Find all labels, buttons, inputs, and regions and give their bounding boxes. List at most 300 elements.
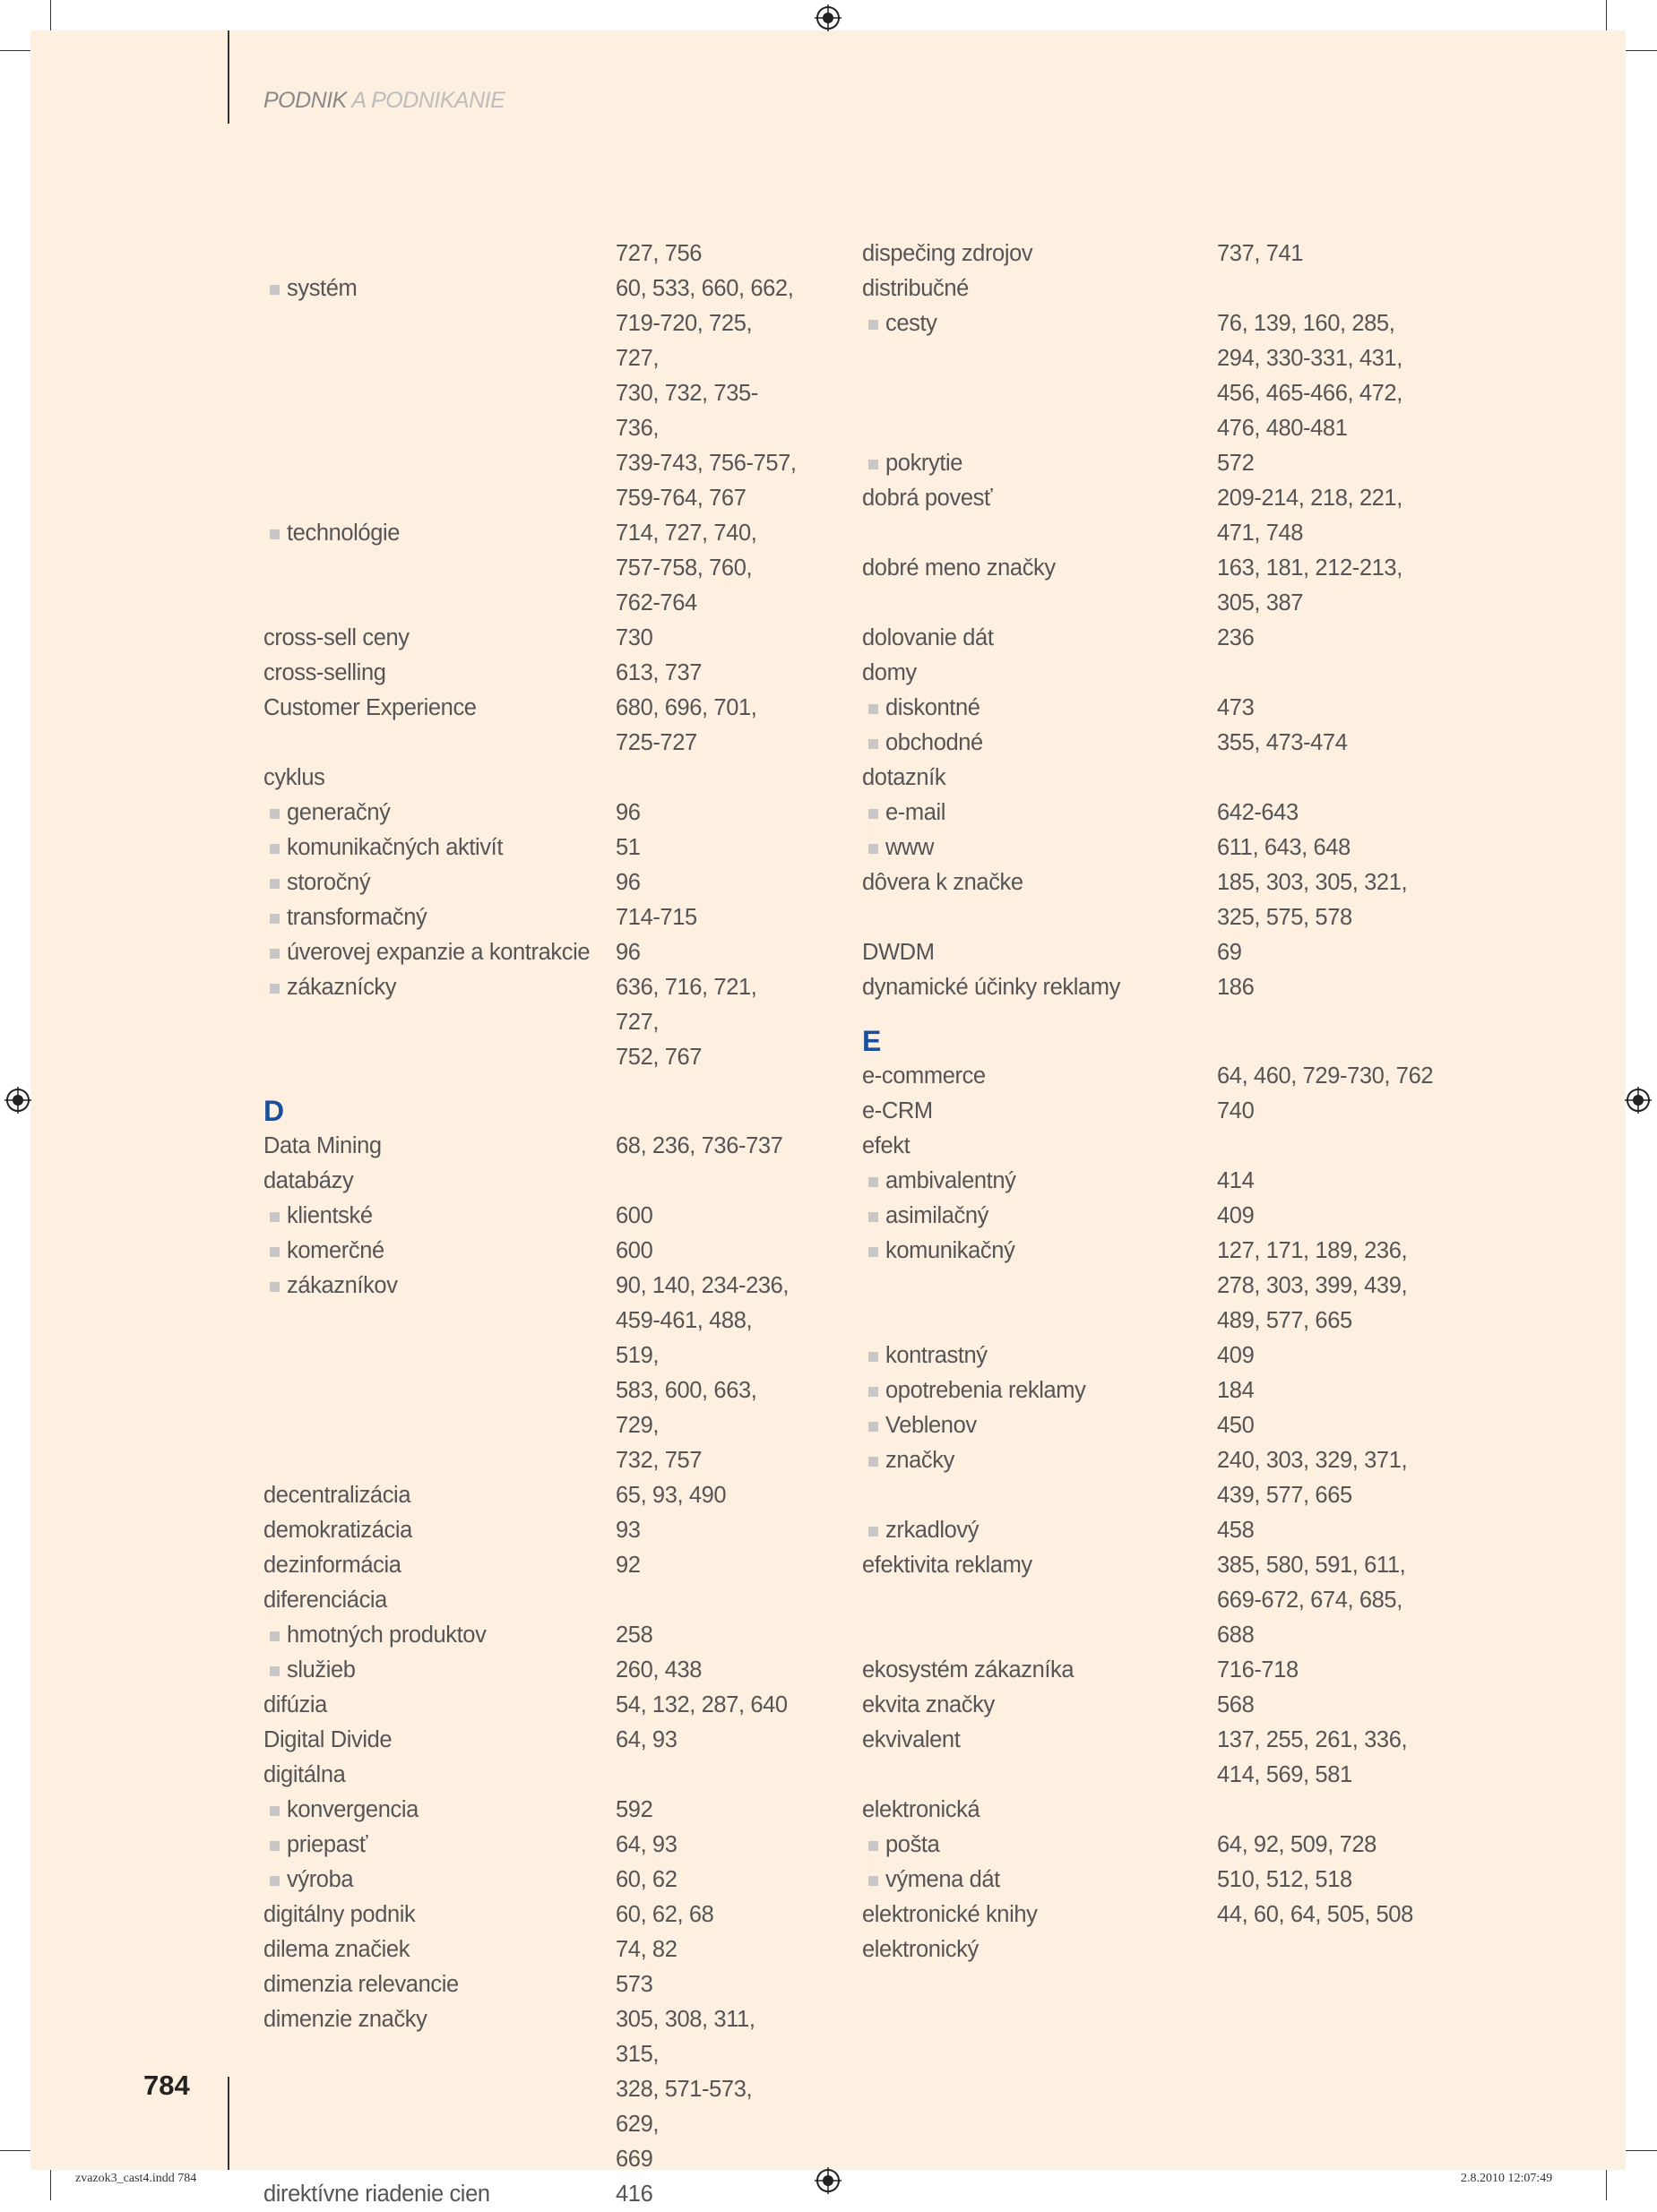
index-term — [263, 1898, 616, 1932]
index-term-text: asimilačný — [885, 1203, 989, 1228]
index-term-text: digitálna — [263, 1762, 346, 1787]
index-term-text: dolovanie dát — [862, 625, 994, 650]
index-term-text: ekosystém zákazníka — [862, 1657, 1074, 1683]
index-entry — [263, 481, 801, 516]
index-subterm — [263, 271, 616, 306]
index-page-refs: 414 — [1217, 1168, 1255, 1193]
square-bullet-icon — [868, 1177, 878, 1187]
square-bullet-icon — [270, 914, 280, 924]
index-term — [263, 1688, 616, 1723]
index-subterm — [862, 1164, 1217, 1199]
index-page-refs: 76, 139, 160, 285, — [1217, 311, 1395, 336]
index-entry — [263, 1723, 801, 1758]
square-bullet-icon — [868, 1457, 878, 1467]
index-page-refs: 714, 727, 740, — [616, 521, 757, 546]
index-term-text: databázy — [263, 1168, 354, 1193]
index-entry — [263, 1618, 801, 1653]
index-entry — [862, 586, 1489, 621]
index-subterm — [263, 1793, 616, 1828]
index-term-text: Veblenov — [885, 1413, 977, 1438]
index-term-text: generačný — [287, 800, 391, 825]
index-subterm — [263, 1199, 616, 1234]
square-bullet-icon — [270, 1666, 280, 1676]
index-term — [862, 271, 1217, 306]
index-term — [263, 1548, 616, 1583]
index-term-text: pokrytie — [885, 451, 963, 476]
index-page-refs: 60, 62 — [616, 1867, 677, 1892]
square-bullet-icon — [868, 1876, 878, 1886]
index-term-text: priepasť — [287, 1832, 367, 1857]
square-bullet-icon — [270, 285, 280, 295]
index-term-text: dilema značiek — [263, 1937, 410, 1962]
index-subterm — [263, 970, 616, 1005]
index-page-refs: 96 — [616, 800, 641, 825]
index-term-text: cross-sell ceny — [263, 625, 410, 650]
index-term — [263, 1164, 616, 1199]
index-term-text: DWDM — [862, 940, 935, 965]
index-term — [862, 1723, 1217, 1758]
square-bullet-icon — [868, 1527, 878, 1536]
index-page-refs: 258 — [616, 1622, 653, 1648]
index-page-refs: 185, 303, 305, 321, — [1217, 870, 1408, 895]
index-entry — [862, 900, 1489, 935]
index-term — [862, 1059, 1217, 1094]
index-entry — [263, 1234, 801, 1269]
index-term — [263, 761, 616, 796]
index-term-text: efektivita reklamy — [862, 1553, 1032, 1578]
index-term — [263, 2002, 616, 2037]
index-subterm — [862, 1828, 1217, 1863]
index-entry — [263, 1688, 801, 1723]
index-letter-heading: D — [263, 1095, 285, 1127]
index-entry — [862, 761, 1489, 796]
index-term-text: domy — [862, 660, 917, 685]
index-page-refs: 64, 93 — [616, 1832, 677, 1857]
index-page-refs: 60, 533, 660, 662, — [616, 276, 794, 301]
index-entry — [263, 1269, 801, 1304]
square-bullet-icon — [270, 949, 280, 959]
index-subterm — [862, 1373, 1217, 1408]
index-page-refs: 414, 569, 581 — [1217, 1762, 1352, 1787]
index-entry — [263, 1129, 801, 1164]
square-bullet-icon — [868, 1212, 878, 1222]
registration-mark-icon — [1625, 1087, 1652, 1114]
index-page-refs: 583, 600, 663, 729, — [616, 1378, 757, 1438]
registration-mark-icon — [815, 2167, 841, 2194]
index-page-refs: 568 — [1217, 1692, 1255, 1717]
index-entry — [263, 935, 801, 970]
index-page-refs: 456, 465-466, 472, — [1217, 381, 1402, 406]
index-term — [862, 935, 1217, 970]
index-term — [862, 1793, 1217, 1828]
index-entry — [862, 446, 1489, 481]
index-subterm — [263, 831, 616, 865]
slug-datetime: 2.8.2010 12:07:49 — [1461, 2172, 1553, 2185]
index-term-text: elektronické knihy — [862, 1902, 1038, 1927]
index-entry — [263, 1478, 801, 1513]
index-entry — [263, 1164, 801, 1199]
index-page-refs: 60, 62, 68 — [616, 1902, 714, 1927]
crop-mark — [0, 2150, 30, 2151]
index-entry — [862, 1513, 1489, 1548]
square-bullet-icon — [868, 1841, 878, 1851]
index-term — [263, 1129, 616, 1164]
index-term-text: cyklus — [263, 765, 325, 790]
header-rule — [228, 30, 229, 124]
square-bullet-icon — [270, 1841, 280, 1851]
index-page-refs: 69 — [1217, 940, 1242, 965]
index-entry — [862, 1793, 1489, 1828]
index-page-refs: 137, 255, 261, 336, — [1217, 1727, 1408, 1752]
index-entry — [263, 761, 801, 796]
index-entry — [263, 1548, 801, 1583]
index-term — [263, 1583, 616, 1618]
index-term-text: značky — [885, 1448, 954, 1473]
index-entry — [862, 1164, 1489, 1199]
index-term-text: digitálny podnik — [263, 1902, 416, 1927]
index-page-refs: 184 — [1217, 1378, 1255, 1403]
index-term-text: dimenzia relevancie — [263, 1972, 459, 1997]
index-entry — [862, 271, 1489, 306]
index-term — [862, 970, 1217, 1005]
index-term-text: decentralizácia — [263, 1483, 411, 1508]
index-page-refs: 600 — [616, 1238, 653, 1263]
square-bullet-icon — [270, 529, 280, 539]
index-page-refs: 294, 330-331, 431, — [1217, 346, 1402, 371]
index-entry — [862, 1898, 1489, 1932]
index-term — [862, 1898, 1217, 1932]
index-page-refs: 305, 308, 311, 315, — [616, 2007, 755, 2067]
index-entry — [862, 481, 1489, 516]
index-subterm — [263, 516, 616, 551]
running-head — [263, 88, 505, 114]
index-page-refs: 669 — [616, 2147, 653, 2172]
crop-mark — [0, 50, 30, 51]
index-entry — [862, 1059, 1489, 1094]
index-page-refs: 573 — [616, 1972, 653, 1997]
index-entry — [263, 691, 801, 726]
index-subterm — [263, 865, 616, 900]
footer-rule — [228, 2077, 229, 2170]
index-term — [862, 1932, 1217, 1967]
index-entry — [862, 1338, 1489, 1373]
index-page-refs: 127, 171, 189, 236, — [1217, 1238, 1408, 1263]
index-entry — [862, 691, 1489, 726]
index-page-refs: 730 — [616, 625, 653, 650]
index-entry — [862, 831, 1489, 865]
index-subterm — [862, 446, 1217, 481]
index-entry — [862, 1094, 1489, 1129]
index-subterm — [263, 935, 616, 970]
index-subterm — [862, 831, 1217, 865]
index-entry — [263, 1898, 801, 1932]
index-entry — [263, 900, 801, 935]
index-page-refs: 762-764 — [616, 590, 697, 615]
index-term-text: úverovej expanzie a kontrakcie — [287, 940, 591, 965]
index-page-refs: 328, 571-573, 629, — [616, 2077, 753, 2137]
square-bullet-icon — [868, 460, 878, 469]
index-page-refs: 278, 303, 399, 439, — [1217, 1273, 1408, 1298]
index-term — [263, 1723, 616, 1758]
square-bullet-icon — [270, 1247, 280, 1257]
index-subterm — [862, 1863, 1217, 1898]
square-bullet-icon — [270, 984, 280, 994]
index-entry — [263, 2177, 801, 2212]
index-page-refs: 759-764, 767 — [616, 486, 747, 511]
crop-mark — [50, 2170, 51, 2200]
index-term-text: dôvera k značke — [862, 870, 1023, 895]
index-entry — [263, 656, 801, 691]
index-page-refs: 163, 181, 212-213, — [1217, 555, 1402, 581]
index-entry — [862, 1234, 1489, 1269]
index-page-refs: 471, 748 — [1217, 521, 1304, 546]
index-term — [862, 1548, 1217, 1583]
index-entry — [862, 1863, 1489, 1898]
index-entry — [862, 656, 1489, 691]
index-term-text: direktívne riadenie cien — [263, 2182, 490, 2207]
index-term-text: diferenciácia — [263, 1588, 387, 1613]
index-column-left — [263, 237, 801, 2212]
index-term-text: storočný — [287, 870, 371, 895]
index-page-refs: 592 — [616, 1797, 653, 1822]
index-term-text: konvergencia — [287, 1797, 419, 1822]
index-term-text: dobré meno značky — [862, 555, 1056, 581]
index-term-text: zákazníkov — [287, 1273, 398, 1298]
index-entry — [862, 621, 1489, 656]
index-entry — [862, 726, 1489, 761]
index-entry — [862, 796, 1489, 831]
index-page-refs: 209-214, 218, 221, — [1217, 486, 1402, 511]
index-term-text: dobrá povesť — [862, 486, 993, 511]
index-page-refs: 752, 767 — [616, 1045, 703, 1070]
index-term — [862, 1688, 1217, 1723]
index-term — [862, 656, 1217, 691]
index-term-text: komunikačných aktivít — [287, 835, 504, 860]
index-entry — [862, 516, 1489, 551]
index-page-refs: 90, 140, 234-236, — [616, 1273, 790, 1298]
index-page-refs: 714-715 — [616, 905, 697, 930]
index-entry — [862, 411, 1489, 446]
index-term-text: Data Mining — [263, 1133, 382, 1158]
index-term — [263, 691, 616, 726]
index-subterm — [263, 1863, 616, 1898]
index-term — [862, 551, 1217, 586]
index-entry — [263, 306, 801, 376]
index-entry — [862, 935, 1489, 970]
index-term-text: www — [885, 835, 935, 860]
square-bullet-icon — [868, 704, 878, 714]
index-entry — [263, 1967, 801, 2002]
index-subterm — [862, 1443, 1217, 1478]
index-entry — [263, 1863, 801, 1898]
index-term-text: ekvivalent — [862, 1727, 961, 1752]
index-entry — [862, 341, 1489, 376]
index-page-refs: 44, 60, 64, 505, 508 — [1217, 1902, 1413, 1927]
index-entry — [263, 1828, 801, 1863]
index-subterm — [862, 1234, 1217, 1269]
square-bullet-icon — [868, 1352, 878, 1362]
index-entry — [263, 1758, 801, 1793]
index-entry — [862, 1828, 1489, 1863]
index-term-text: ekvita značky — [862, 1692, 995, 1717]
index-page-refs: 489, 577, 665 — [1217, 1308, 1352, 1333]
index-page-refs: 716-718 — [1217, 1657, 1299, 1683]
index-term-text: ambivalentný — [885, 1168, 1016, 1193]
index-term-text: e-CRM — [862, 1098, 933, 1123]
index-term-text: Digital Divide — [263, 1727, 393, 1752]
index-page-refs: 186 — [1217, 975, 1255, 1000]
index-page-refs: 240, 303, 329, 371, — [1217, 1448, 1408, 1473]
square-bullet-icon — [270, 1876, 280, 1886]
index-entry — [862, 1688, 1489, 1723]
index-subterm — [263, 1618, 616, 1653]
index-entry — [263, 446, 801, 481]
index-entry — [862, 1723, 1489, 1758]
index-page-refs: 636, 716, 721, 727, — [616, 975, 757, 1035]
index-subterm — [263, 1828, 616, 1863]
index-page-refs: 719-720, 725, 727, — [616, 311, 753, 371]
index-entry — [263, 1040, 801, 1075]
index-term-text: elektronická — [862, 1797, 980, 1822]
index-term-text: služieb — [287, 1657, 356, 1683]
index-entry — [263, 726, 801, 761]
index-subterm — [862, 1513, 1217, 1548]
index-entry — [263, 1932, 801, 1967]
index-entry — [263, 1653, 801, 1688]
index-term — [263, 1513, 616, 1548]
index-subterm — [263, 1653, 616, 1688]
index-page-refs: 236 — [1217, 625, 1255, 650]
index-term-text: komerčné — [287, 1238, 384, 1263]
index-page-refs: 260, 438 — [616, 1657, 703, 1683]
index-term-text: diskontné — [885, 695, 980, 720]
index-page-refs: 439, 577, 665 — [1217, 1483, 1352, 1508]
index-term-text: elektronický — [862, 1937, 979, 1962]
registration-mark-icon — [4, 1087, 31, 1114]
index-page-refs: 65, 93, 490 — [616, 1483, 727, 1508]
index-term — [862, 761, 1217, 796]
index-subterm — [862, 1338, 1217, 1373]
index-page-refs: 473 — [1217, 695, 1255, 720]
square-bullet-icon — [868, 844, 878, 854]
index-term-text: transformačný — [287, 905, 427, 930]
index-entry — [263, 551, 801, 586]
index-term — [263, 621, 616, 656]
index-page-refs: 510, 512, 518 — [1217, 1867, 1352, 1892]
index-entry — [263, 865, 801, 900]
index-entry — [263, 1443, 801, 1478]
crop-mark — [1626, 2150, 1657, 2151]
square-bullet-icon — [868, 1422, 878, 1432]
index-entry — [862, 237, 1489, 271]
index-term-text: zrkadlový — [885, 1518, 980, 1543]
index-term — [862, 1653, 1217, 1688]
index-subterm — [862, 306, 1217, 341]
index-entry — [862, 1653, 1489, 1688]
index-term-text: dezinformácia — [263, 1553, 401, 1578]
index-page-refs: 416 — [616, 2182, 653, 2207]
index-page-refs: 64, 92, 509, 728 — [1217, 1832, 1377, 1857]
index-entry — [263, 237, 801, 271]
index-page-refs: 96 — [616, 940, 641, 965]
index-entry — [862, 970, 1489, 1005]
index-entry — [862, 1373, 1489, 1408]
index-page-refs: 459-461, 488, 519, — [616, 1308, 753, 1368]
index-term-text: opotrebenia reklamy — [885, 1378, 1086, 1403]
index-subterm — [862, 691, 1217, 726]
index-page-refs: 730, 732, 735-736, — [616, 381, 758, 441]
index-entry — [263, 1513, 801, 1548]
index-term — [263, 656, 616, 691]
square-bullet-icon — [868, 1247, 878, 1257]
index-page-refs: 476, 480-481 — [1217, 416, 1348, 441]
index-entry — [263, 796, 801, 831]
index-term-text: efekt — [862, 1133, 910, 1158]
index-entry — [263, 1583, 801, 1618]
square-bullet-icon — [270, 1631, 280, 1641]
index-entry — [263, 2072, 801, 2142]
index-term-text: distribučné — [862, 276, 969, 301]
index-term-text: výmena dát — [885, 1867, 1000, 1892]
index-subterm — [263, 1269, 616, 1304]
index-page-refs: 64, 460, 729-730, 762 — [1217, 1063, 1434, 1089]
index-page-refs: 732, 757 — [616, 1448, 703, 1473]
index-entry — [862, 1618, 1489, 1653]
index-term — [263, 1478, 616, 1513]
index-entry — [862, 1129, 1489, 1164]
index-entry — [862, 1478, 1489, 1513]
index-entry — [862, 1758, 1489, 1793]
crop-mark — [50, 0, 51, 30]
index-term-text: dimenzie značky — [263, 2007, 427, 2032]
index-page-refs: 54, 132, 287, 640 — [616, 1692, 788, 1717]
index-entry — [263, 586, 801, 621]
slug-file: zvazok3_cast4.indd 784 — [75, 2172, 197, 2185]
index-page-refs: 725-727 — [616, 730, 697, 755]
index-entry — [263, 970, 801, 1040]
index-entry — [263, 1373, 801, 1443]
index-entry — [263, 1793, 801, 1828]
index-letter-heading: E — [862, 1025, 882, 1057]
index-entry — [862, 1548, 1489, 1583]
index-term-text: e-commerce — [862, 1063, 986, 1089]
index-term — [862, 1129, 1217, 1164]
crop-mark — [1626, 50, 1657, 51]
index-entry — [263, 516, 801, 551]
index-page-refs: 74, 82 — [616, 1937, 677, 1962]
index-page-refs: 740 — [1217, 1098, 1255, 1123]
index-term-text: pošta — [885, 1832, 940, 1857]
running-head-light: A PODNIKANIE — [346, 88, 505, 113]
index-term — [263, 1758, 616, 1793]
index-entry — [263, 376, 801, 446]
index-page-refs: 669-672, 674, 685, — [1217, 1588, 1402, 1613]
square-bullet-icon — [270, 879, 280, 889]
index-entry — [263, 2002, 801, 2072]
index-subterm — [263, 900, 616, 935]
index-term-text: cesty — [885, 311, 937, 336]
index-entry — [263, 1304, 801, 1373]
index-term-text: hmotných produktov — [287, 1622, 487, 1648]
index-entry — [862, 306, 1489, 341]
index-page-refs: 458 — [1217, 1518, 1255, 1543]
index-page-refs: 305, 387 — [1217, 590, 1304, 615]
index-entry — [862, 1408, 1489, 1443]
index-page-refs: 68, 236, 736-737 — [616, 1133, 783, 1158]
index-term-text: klientské — [287, 1203, 373, 1228]
registration-mark-icon — [815, 4, 841, 31]
index-term-text: difúzia — [263, 1692, 327, 1717]
